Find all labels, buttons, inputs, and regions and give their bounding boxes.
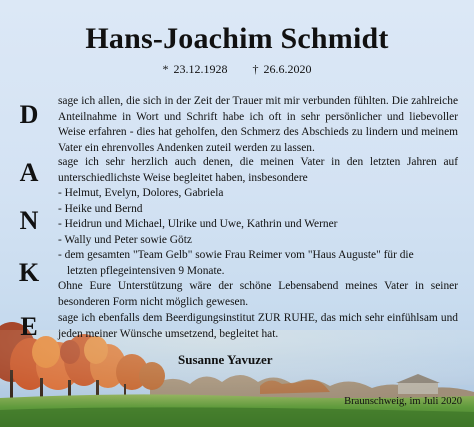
thanks-paragraph-4: sage ich ebenfalls dem Beerdigungsinstitut ZUR RUHE, das mich sehr einfühlsam und jeden meiner Wünsche umsetzend, begleitet hat. (58, 312, 458, 340)
life-dates (0, 62, 474, 77)
acrostic-letter-n: N (19, 206, 39, 235)
death-date: † 26.6.2020 (252, 62, 312, 76)
birth-date: * 23.12.1928 (162, 62, 228, 76)
thanks-paragraph-2: sage ich sehr herzlich auch denen, die meinen Vater in den letzten Jahren auf unterschiedlichste Weise begleitet haben, insbesondere (58, 156, 458, 184)
list-item: letzten pflegeintensiven 9 Monate. (67, 264, 225, 277)
deceased-name: Hans-Joachim Schmidt (85, 22, 389, 55)
list-item: - Heike und Bernd (58, 202, 143, 215)
list-item: - Helmut, Evelyn, Dolores, Gabriela (58, 187, 224, 199)
acrostic-letter-e: E (20, 312, 38, 341)
acrostic-letter-a: A (19, 158, 39, 187)
acrostic-letter-k: K (18, 258, 40, 287)
thanks-list (58, 186, 458, 280)
place-and-date: Braunschweig, im Juli 2020 (344, 396, 462, 407)
thanks-paragraph-1: sage ich allen, die sich in der Zeit der Trauer mit mir verbunden fühlten. Die zahlreiche Anteilnahme in Wort und Schrift habe ich oft in sehr persönlicher und liebevoller Weise erfahren - dies hat geholfen, den Schmerz des Abschieds zu lindern und meinem Vater ein ehrenvolles Andenken zuteil werden zu lassen. (58, 95, 458, 154)
list-item: - Heidrun und Michael, Ulrike und Uwe, Kathrin und Werner (58, 218, 338, 231)
signer-name: Susanne Yavuzer (178, 352, 273, 367)
acrostic-letter-d: D (19, 100, 39, 129)
list-item: - Wally und Peter sowie Götz (58, 233, 192, 246)
thanks-paragraph-3: Ohne Eure Unterstützung wäre der schöne Lebensabend meines Vater in seiner besonderen Form nicht möglich gewesen. (58, 280, 458, 308)
list-item: - dem gesamten "Team Gelb" sowie Frau Reimer vom "Haus Auguste" für die (58, 249, 414, 262)
